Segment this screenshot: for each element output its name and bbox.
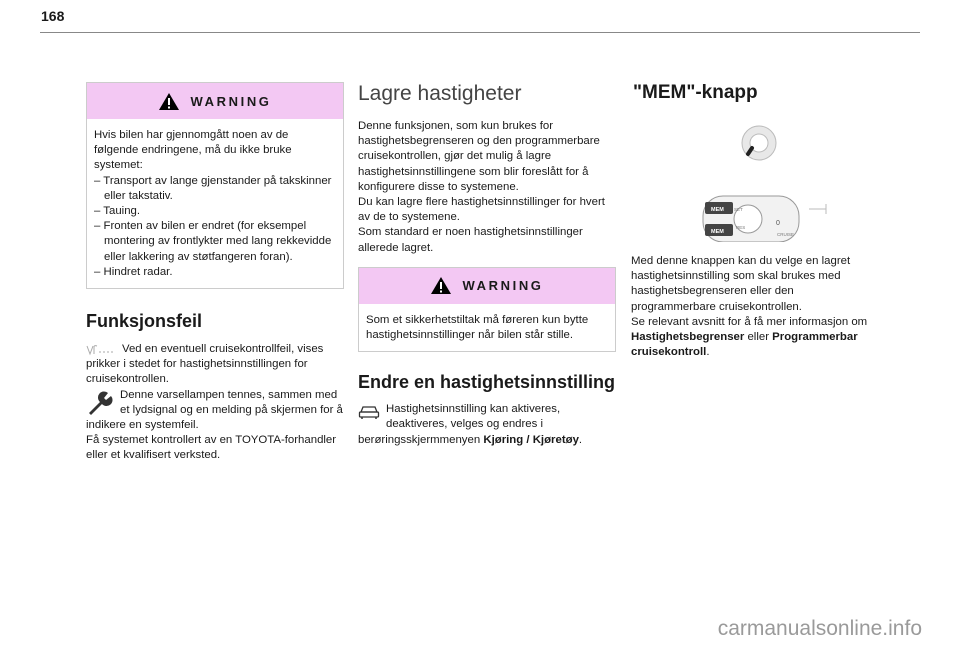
warning-line: Som et sikkerhetstiltak må føreren kun bytte hastighetsinnstillinger når bilen står stille. <box>366 313 589 342</box>
dashes-display-icon <box>86 344 116 356</box>
fault-text-1: Ved en eventuell cruisekontrollfeil, vises prikker i stedet for hastighetsinnstillingen for cruisekontrollen. <box>86 343 324 386</box>
top-rule <box>40 32 920 33</box>
section-heading-funksjonsfeil: Funksjonsfeil <box>86 311 203 332</box>
set-label: SET <box>734 207 743 212</box>
warning-box-middle <box>358 267 616 352</box>
mem-label-bottom: MEM <box>711 229 724 235</box>
warning-body <box>87 119 343 288</box>
right-column <box>631 82 876 360</box>
warning-line: – Transport av lange gjenstander på takskinner eller takstativ. <box>94 174 332 202</box>
mem-or: eller <box>744 331 773 344</box>
endre-paragraph <box>358 402 616 448</box>
warning-line: Hvis bilen har gjennomgått noen av de følgende endringene, må du ikke bruke systemet: <box>94 129 292 172</box>
lagre-paragraph-1: Denne funksjonen, som kun brukes for hastighetsbegrenseren og den programmerbare cruisekontrollen, gjør det mulig å lagre hastighetsinnstillingene som blir foreslått for å konfigurere disse to systemene. <box>358 120 600 193</box>
cruise-label: CRUISE <box>777 232 795 237</box>
fault-paragraph-2 <box>86 388 344 434</box>
mem-text: Se relevant avsnitt for å få mer informasjon om <box>631 315 868 328</box>
endre-suffix: . <box>578 433 583 446</box>
warning-line: – Hindret radar. <box>94 265 173 278</box>
lagre-paragraph-2: Du kan lagre flere hastighetsinnstillinger for hvert av de to systemene. <box>358 196 605 224</box>
warning-triangle-icon <box>158 92 180 111</box>
mem-button-illustration <box>631 112 876 242</box>
warning-title: WARNING <box>462 278 544 294</box>
mem-paragraph-1: Med denne knappen kan du velge en lagret hastighetsinnstilling som skal brukes med hastighetsbegrenseren eller den programmerbare cruisekontrollen. <box>631 255 851 313</box>
warning-line: – Tauing. <box>94 205 141 218</box>
zero-label: 0 <box>776 220 780 227</box>
mem-paragraph-2 <box>631 315 876 361</box>
cruise-control-ref: Programmerbar cruisekontroll <box>631 331 858 359</box>
wrench-icon <box>86 390 114 416</box>
res-label: RES <box>736 225 746 230</box>
fault-paragraph-3: Få systemet kontrollert av en TOYOTA-forhandler eller et kvalifisert verksted. <box>86 434 337 462</box>
left-column <box>86 82 344 464</box>
speed-limiter-ref: Hastighetsbegrenser <box>631 331 745 344</box>
warning-box-left <box>86 82 344 289</box>
menu-path: Kjøring / Kjøretøy <box>483 433 579 446</box>
fault-paragraph-1 <box>86 342 344 388</box>
middle-column <box>358 82 616 448</box>
steering-control-illustration <box>631 112 876 242</box>
mem-suffix: . <box>706 346 710 359</box>
steering-wheel-icon <box>742 126 776 160</box>
warning-title: WARNING <box>190 93 272 109</box>
warning-header <box>359 268 615 304</box>
lagre-paragraph-3: Som standard er noen hastighetsinnstillinger allerede lagret. <box>358 226 583 254</box>
section-heading-lagre: Lagre hastigheter <box>358 82 522 105</box>
warning-line: – Fronten av bilen er endret (for eksempel montering av frontlykter med lang rekkevidde eller lakkering av støtfangeren foran). <box>94 220 332 263</box>
endre-text: Hastighetsinnstilling kan aktiveres, deaktiveres, velges og endres i berøringsskjermmenyen <box>358 403 561 446</box>
section-heading-mem: "MEM"-knapp <box>633 82 758 103</box>
warning-triangle-icon <box>430 276 452 295</box>
warning-body <box>359 304 615 351</box>
watermark: carmanualsonline.info <box>717 617 922 640</box>
warning-header <box>87 83 343 119</box>
section-heading-endre: Endre en hastighetsinnstilling <box>358 372 616 393</box>
mem-label-top: MEM <box>711 207 724 213</box>
car-icon <box>358 404 380 420</box>
page-number: 168 <box>41 8 65 24</box>
fault-text-2: Denne varsellampen tennes, sammen med et lydsignal og en melding på skjermen for å indikere en systemfeil. <box>86 388 343 432</box>
